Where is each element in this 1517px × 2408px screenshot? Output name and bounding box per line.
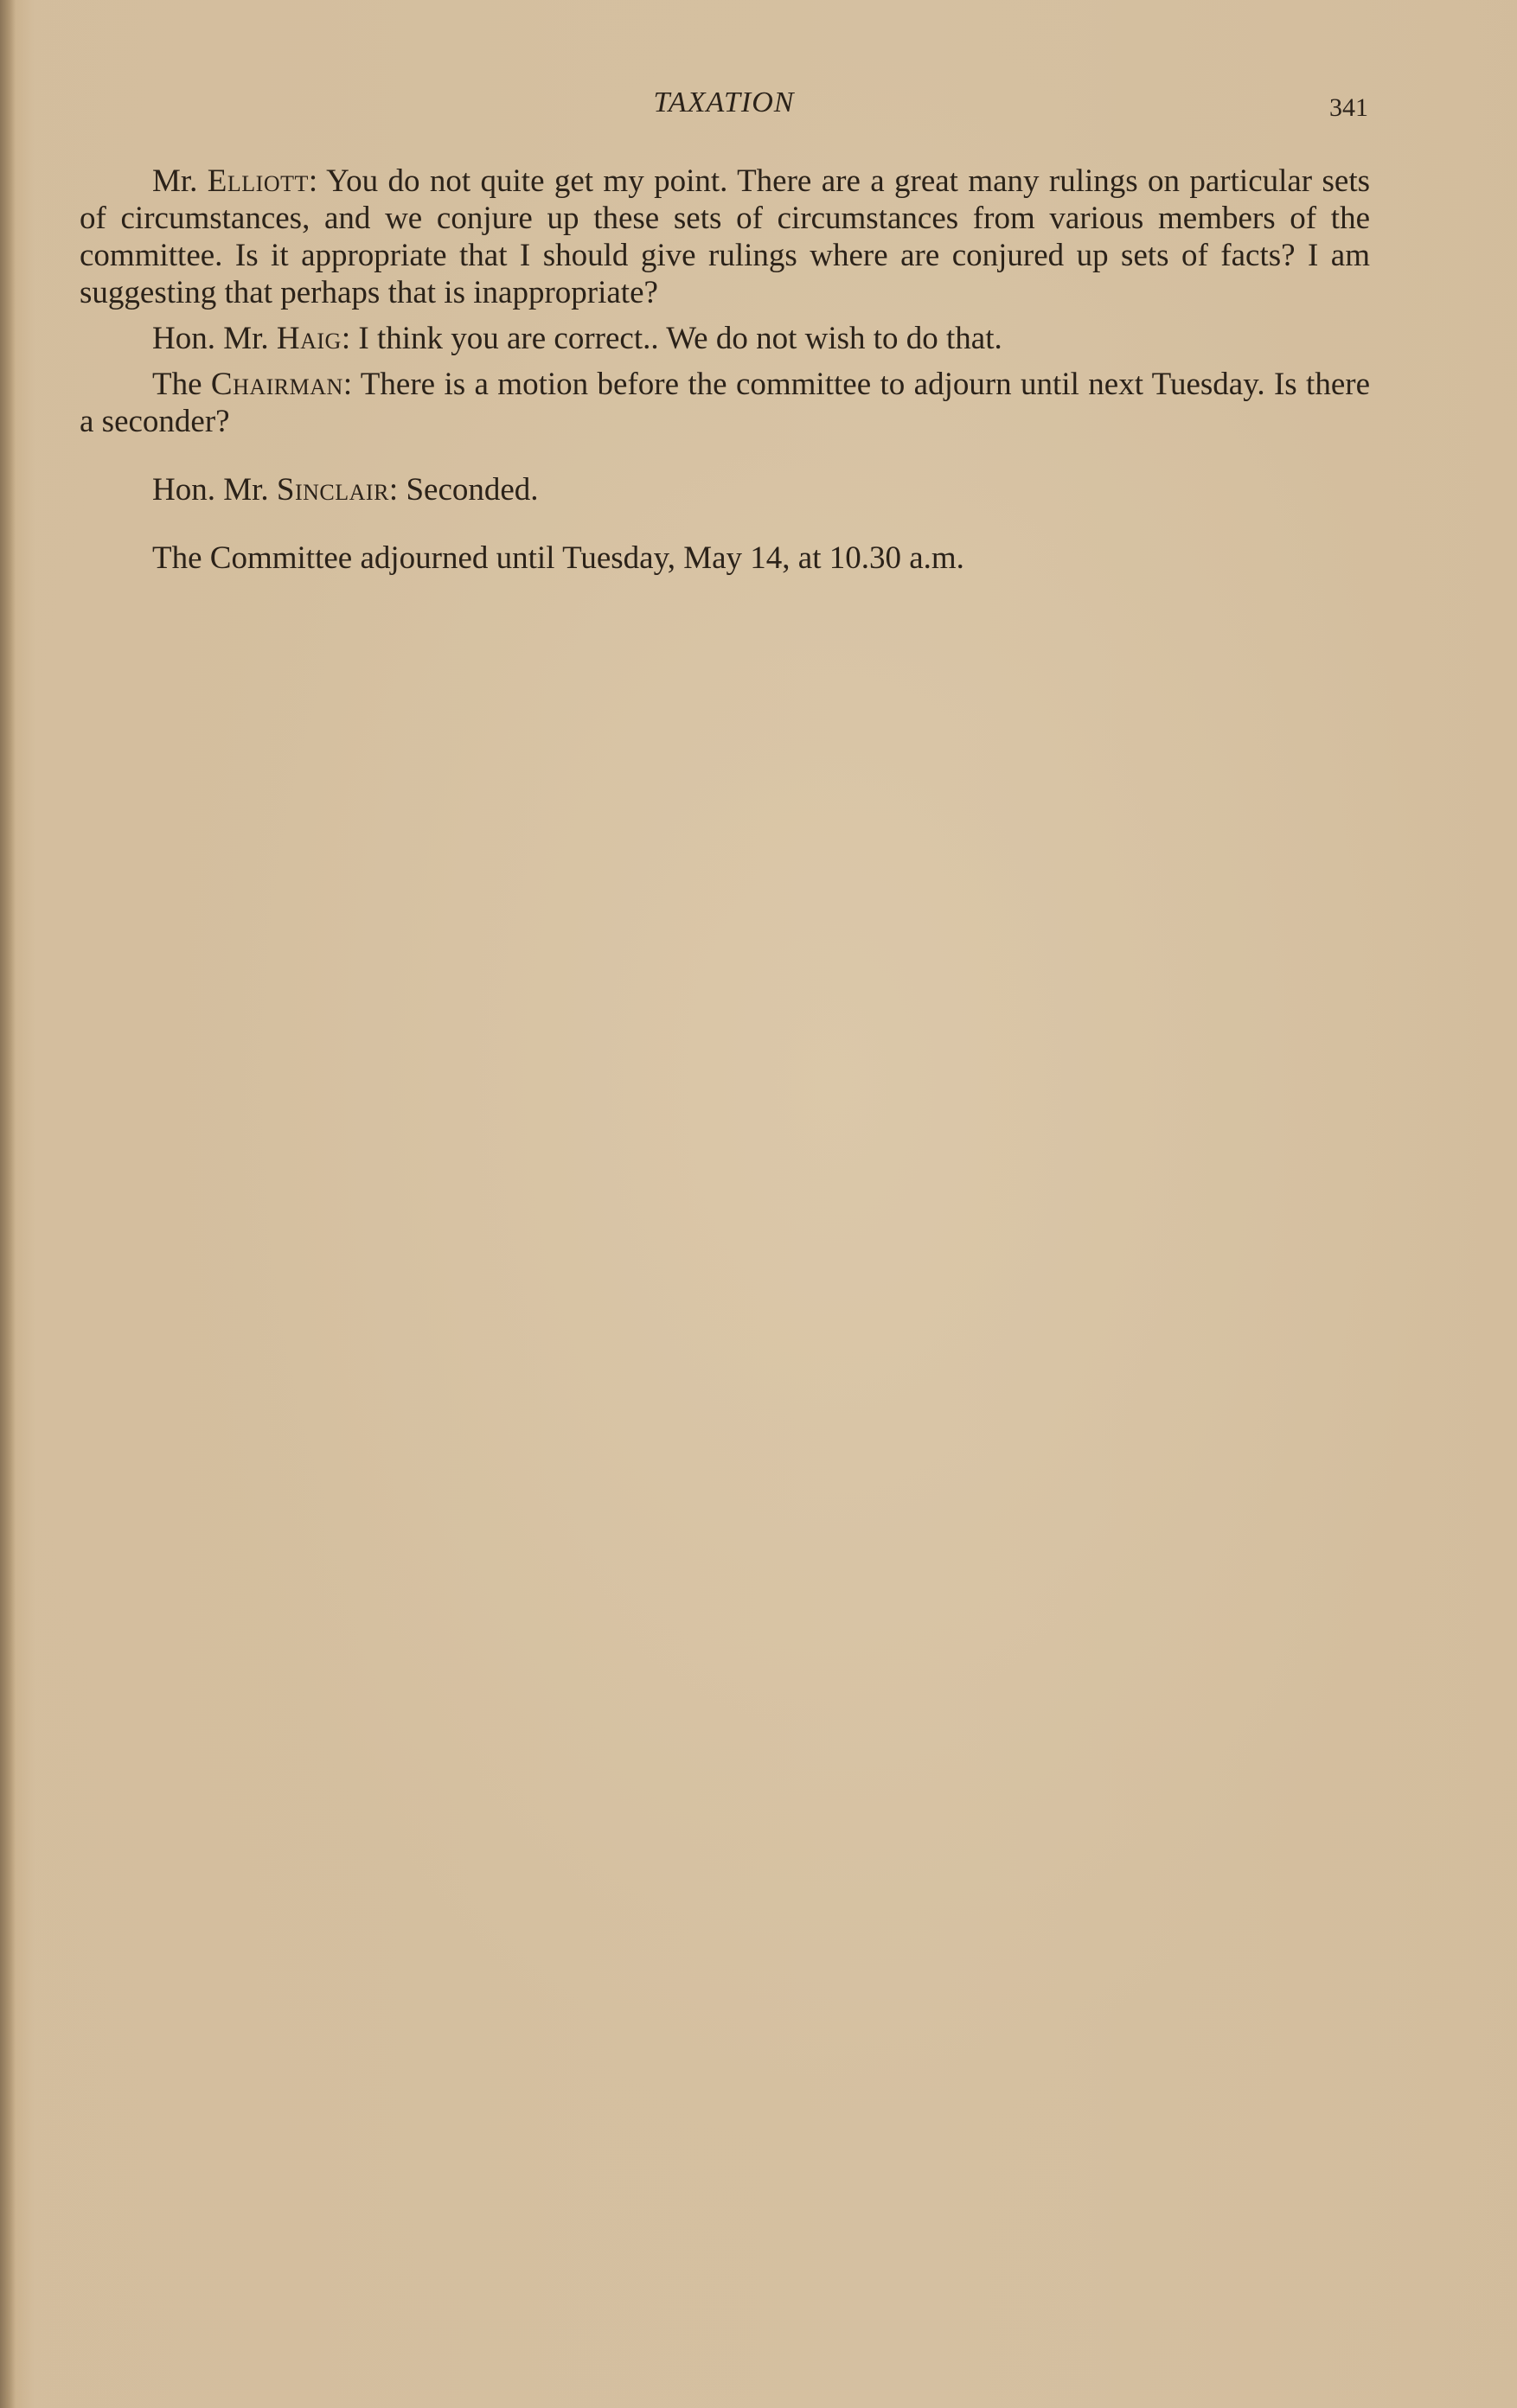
- paragraph-text: : You do not quite get my point. There are a great many rulings on particular sets of circumstances, and we conjure up these sets of circumstances from various members of the committee. Is it appropriate that I should give rulings where are conjured up sets of facts? I am suggesting that perhaps that is inappropriate?: [80, 163, 1370, 310]
- speaker-prefix: Hon. Mr.: [152, 472, 277, 508]
- transcript-body: [80, 163, 1370, 577]
- speaker-name: Chairman: [210, 367, 343, 402]
- speaker-prefix: Mr.: [152, 163, 208, 199]
- page-number: 341: [1329, 93, 1368, 122]
- paragraph-text: : Seconded.: [388, 472, 539, 508]
- running-header-title: TAXATION: [653, 86, 795, 118]
- speaker-name: Elliott: [207, 163, 309, 199]
- paragraph-elliott: [80, 163, 1370, 311]
- speaker-prefix: Hon. Mr.: [152, 321, 277, 356]
- speaker-name: Haig: [276, 321, 342, 356]
- paragraph-sinclair: [80, 471, 1370, 508]
- paragraph-haig: [80, 320, 1370, 357]
- page-spine-shadow: [0, 0, 16, 2408]
- speaker-prefix: The: [152, 367, 211, 402]
- adjournment-note: The Committee adjourned until Tuesday, May 14, at 10.30 a.m.: [152, 540, 964, 576]
- paragraph-text: : There is a motion before the committee to adjourn until next Tuesday. Is there a seconder?: [80, 367, 1370, 439]
- paragraph-chairman: [80, 366, 1370, 440]
- paragraph-text: : I think you are correct.. We do not wish to do that.: [341, 321, 1002, 356]
- speaker-name: Sinclair: [276, 472, 389, 508]
